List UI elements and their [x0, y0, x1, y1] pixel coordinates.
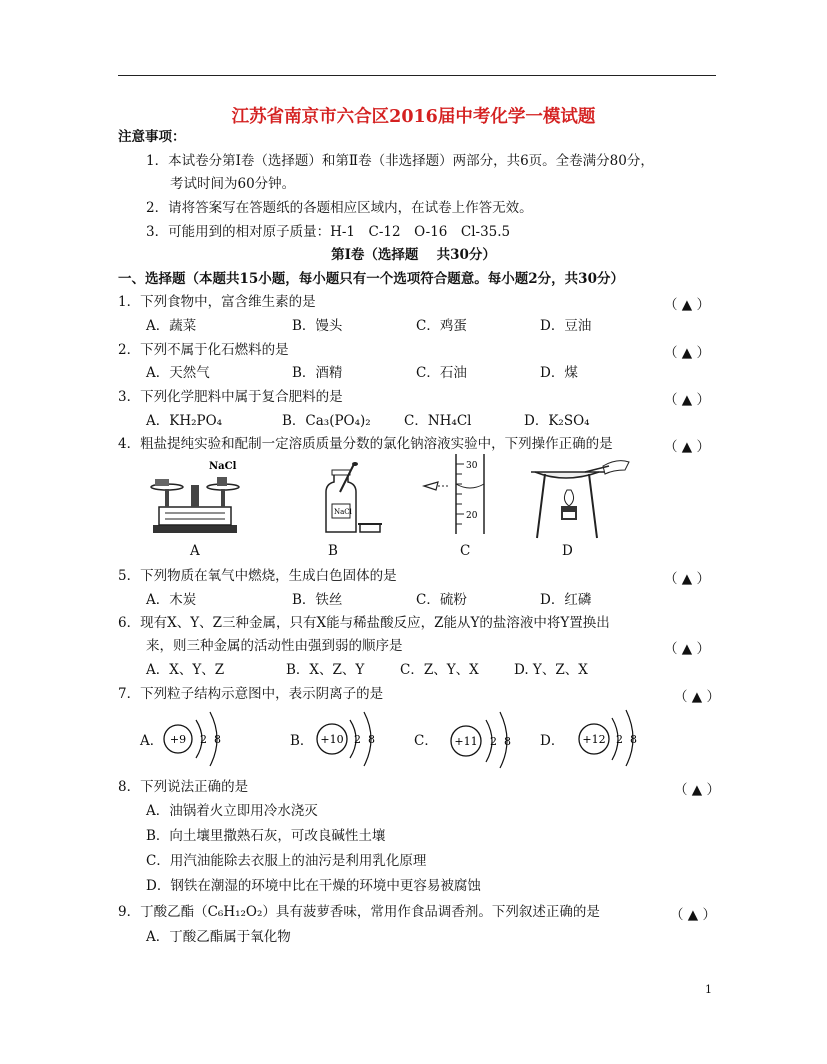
- page-number: 1: [705, 983, 712, 996]
- q7-option-b-label: B．: [290, 733, 314, 749]
- atom-diagram-b: [312, 708, 384, 770]
- q5-stem: 5．下列物质在氧气中燃烧，生成白色固体的是: [118, 568, 397, 584]
- q6-option-b: B．X、Z、Y: [286, 662, 365, 678]
- q6-stem-line-1: 6．现有X、Y、Z三种金属，只有X能与稀盐酸反应，Z能从Y的盐溶液中将Y置换出: [118, 615, 610, 631]
- notice-item-1-cont: 考试时间为60分钟。: [170, 176, 296, 192]
- q5-option-a: A．木炭: [146, 592, 197, 608]
- q3-option-c: C．NH₄Cl: [404, 413, 472, 429]
- q1-option-a: A．蔬菜: [146, 318, 197, 334]
- atom-diagram-c: [446, 708, 520, 770]
- q3-option-b: B．Ca₃(PO₄)₂: [282, 413, 371, 429]
- shell-a-2: 8: [214, 733, 221, 746]
- q7-answer-mark: （ ▲ ）: [674, 689, 720, 705]
- q7-option-c-label: C．: [414, 733, 438, 749]
- shell-d-2: 8: [630, 733, 637, 746]
- q2-option-d: D．煤: [540, 365, 578, 381]
- shell-b-1: 2: [354, 733, 361, 746]
- shell-c-1: 2: [490, 735, 497, 748]
- shell-a-1: 2: [200, 733, 207, 746]
- nacl-label: NaCl: [209, 461, 237, 472]
- q6-option-d: D. Y、Z、X: [514, 662, 588, 678]
- notice-item-2: 2．请将答案写在答题纸的各题相应区域内，在试卷上作答无效。: [146, 200, 533, 216]
- q8-option-b: B．向土壤里撒熟石灰，可改良碱性土壤: [146, 828, 386, 844]
- q2-option-a: A．天然气: [146, 365, 210, 381]
- q9-answer-mark: （ ▲ ）: [670, 907, 716, 923]
- bottle-label: NaCl: [334, 508, 352, 516]
- q7-option-a-label: A．: [140, 733, 164, 749]
- nucleus-d: +12: [582, 733, 606, 746]
- nucleus-c: +11: [454, 735, 478, 748]
- q8-option-a: A．油锅着火立即用冷水浇灭: [146, 803, 318, 819]
- q5-option-b: B．铁丝: [292, 592, 343, 608]
- q1-option-c: C．鸡蛋: [416, 318, 467, 334]
- q5-answer-mark: （ ▲ ）: [664, 571, 710, 587]
- header-rule: [118, 75, 716, 76]
- q9-stem: 9．丁酸乙酯（C₆H₁₂O₂）具有菠萝香味，常用作食品调香剂。下列叙述正确的是: [118, 904, 600, 920]
- q6-option-a: A．X、Y、Z: [146, 662, 225, 678]
- q3-stem: 3．下列化学肥料中属于复合肥料的是: [118, 389, 343, 405]
- q1-option-d: D．豆油: [540, 318, 592, 334]
- evaporation-setup-figure: [525, 450, 635, 540]
- nucleus-b: +10: [320, 733, 344, 746]
- q6-option-c: C．Z、Y、X: [400, 662, 479, 678]
- q7-option-d-label: D．: [540, 733, 565, 749]
- notice-item-3: 3．可能用到的相对原子质量：H-1 C-12 O-16 Cl-35.5: [146, 224, 511, 240]
- q8-option-c: C．用汽油能除去衣服上的油污是利用乳化原理: [146, 853, 427, 869]
- shell-d-1: 2: [616, 733, 623, 746]
- q4-label-d: D: [562, 543, 573, 559]
- atom-diagram-d: [574, 706, 646, 768]
- reagent-bottle-figure: [318, 462, 388, 538]
- q4-stem: 4．粗盐提纯实验和配制一定溶质质量分数的氯化钠溶液实验中，下列操作正确的是: [118, 436, 613, 452]
- q2-option-c: C．石油: [416, 365, 467, 381]
- q6-stem-line-2: 来，则三种金属的活动性由强到弱的顺序是: [146, 638, 403, 654]
- q2-stem: 2．下列不属于化石燃料的是: [118, 342, 289, 358]
- q4-label-c: C: [460, 543, 471, 559]
- q4-label-a: A: [190, 543, 200, 559]
- q1-answer-mark: （ ▲ ）: [664, 297, 710, 313]
- q7-stem: 7．下列粒子结构示意图中，表示阴离子的是: [118, 686, 384, 702]
- notice-item-1: 1．本试卷分第Ⅰ卷（选择题）和第Ⅱ卷（非选择题）两部分，共6页。全卷满分80分，: [146, 153, 654, 169]
- notice-heading: 注意事项：: [118, 129, 186, 145]
- shell-b-2: 8: [368, 733, 375, 746]
- nucleus-a: +9: [169, 733, 187, 746]
- page-title: 江苏省南京市六合区2016届中考化学一模试题: [231, 107, 596, 127]
- q4-label-b: B: [328, 543, 338, 559]
- q5-option-d: D．红磷: [540, 592, 592, 608]
- q2-answer-mark: （ ▲ ）: [664, 345, 710, 361]
- q2-option-b: B．酒精: [292, 365, 343, 381]
- q8-stem: 8．下列说法正确的是: [118, 779, 249, 795]
- q6-answer-mark: （ ▲ ）: [664, 641, 710, 657]
- q5-option-c: C．硫粉: [416, 592, 467, 608]
- atom-diagram-a: [160, 708, 230, 770]
- graduated-cylinder-figure: [420, 452, 492, 536]
- q9-option-a: A．丁酸乙酯属于氧化物: [146, 929, 291, 945]
- part1-heading: 第Ⅰ卷（选择题 共30分）: [331, 247, 496, 263]
- section1-heading: 一、选择题（本题共15小题，每小题只有一个选项符合题意。每小题2分，共30分）: [118, 271, 624, 287]
- q4-answer-mark: （ ▲ ）: [664, 439, 710, 455]
- tick-20: 20: [466, 511, 478, 521]
- tick-30: 30: [466, 461, 478, 471]
- q3-option-a: A．KH₂PO₄: [146, 413, 223, 429]
- balance-figure: [145, 455, 245, 537]
- q8-answer-mark: （ ▲ ）: [674, 782, 720, 798]
- q3-option-d: D．K₂SO₄: [524, 413, 590, 429]
- q1-option-b: B．馒头: [292, 318, 343, 334]
- shell-c-2: 8: [504, 735, 511, 748]
- q8-option-d: D．钢铁在潮湿的环境中比在干燥的环境中更容易被腐蚀: [146, 878, 481, 894]
- q1-stem: 1．下列食物中，富含维生素的是: [118, 294, 316, 310]
- q3-answer-mark: （ ▲ ）: [664, 392, 710, 408]
